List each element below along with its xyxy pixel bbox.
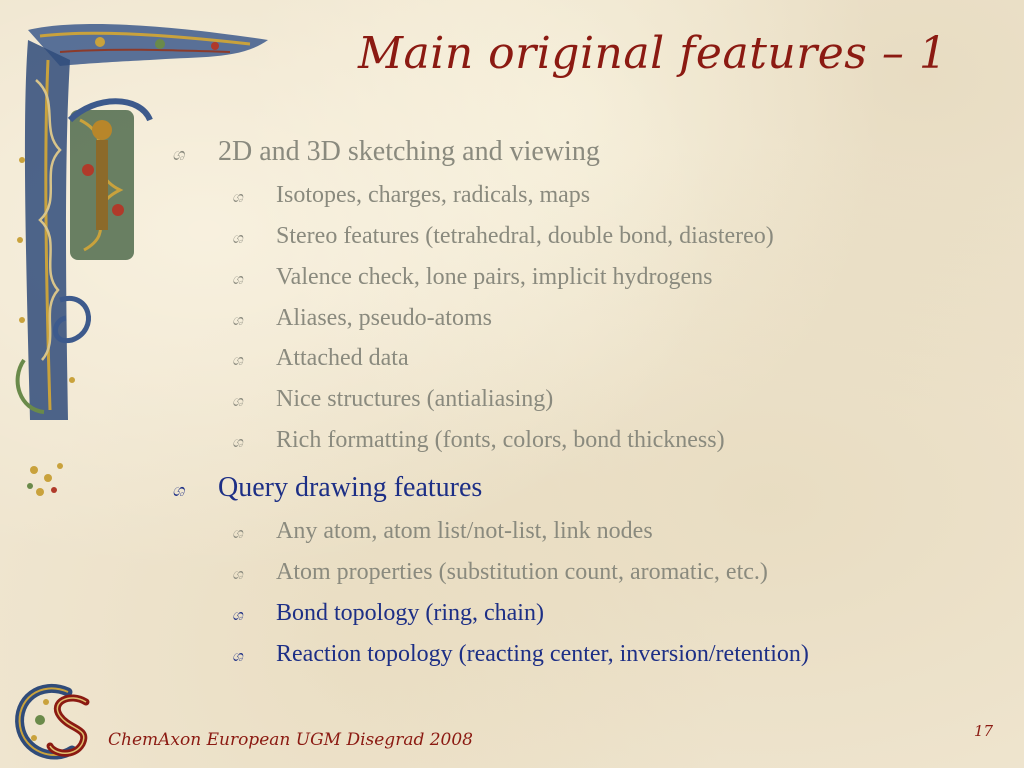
bullet-text: Nice structures (antialiasing) — [276, 386, 554, 412]
sub-bullet-item — [232, 305, 492, 332]
bullet-text: Aliases, pseudo-atoms — [276, 305, 492, 331]
bullet-icon: ශ — [232, 524, 241, 542]
bullet-icon: ශ — [232, 433, 241, 451]
bullet-item — [172, 472, 482, 504]
sub-bullet-item — [232, 600, 544, 627]
sub-bullet-item — [232, 345, 409, 372]
bullet-text: Isotopes, charges, radicals, maps — [276, 182, 591, 208]
bullet-icon: ශ — [232, 351, 241, 369]
bullet-icon: ශ — [232, 311, 241, 329]
bullet-text: Valence check, lone pairs, implicit hydrogens — [276, 264, 713, 290]
cs-monogram-icon — [10, 680, 100, 764]
bullet-text: Query drawing features — [218, 472, 483, 503]
bullet-text: Any atom, atom list/not-list, link nodes — [276, 518, 653, 544]
bullet-text: Rich formatting (fonts, colors, bond thickness) — [276, 427, 725, 453]
bullet-text: Atom properties (substitution count, aromatic, etc.) — [276, 559, 768, 585]
sub-bullet-item — [232, 641, 809, 668]
bullet-icon: ශ — [232, 188, 241, 206]
sub-bullet-item — [232, 264, 713, 291]
slide-title: Main original features – 1 — [358, 28, 948, 79]
bullet-icon: ශ — [232, 647, 241, 665]
page-number: 17 — [974, 722, 994, 740]
bullet-icon: ශ — [232, 270, 241, 288]
sub-bullet-item — [232, 518, 653, 545]
bullet-icon: ශ — [232, 565, 241, 583]
sub-bullet-item — [232, 559, 768, 586]
bullet-icon: ශ — [232, 229, 241, 247]
sub-bullet-item — [232, 182, 590, 209]
bullet-text: Reaction topology (reacting center, inversion/retention) — [276, 641, 809, 667]
bullet-icon: ශ — [232, 606, 241, 624]
footer-text: ChemAxon European UGM Disegrad 2008 — [108, 730, 474, 750]
bullet-text: Bond topology (ring, chain) — [276, 600, 544, 626]
bullet-icon: ශ — [232, 392, 241, 410]
sub-bullet-item — [232, 427, 725, 454]
bullet-icon: ශ — [172, 145, 183, 165]
bullet-icon: ශ — [172, 481, 183, 501]
sub-bullet-item — [232, 223, 774, 250]
sub-bullet-item — [232, 386, 553, 413]
bullet-text: 2D and 3D sketching and viewing — [218, 136, 600, 167]
bullet-item — [172, 136, 600, 168]
bullet-text: Stereo features (tetrahedral, double bond, diastereo) — [276, 223, 774, 249]
bullet-text: Attached data — [276, 345, 409, 371]
